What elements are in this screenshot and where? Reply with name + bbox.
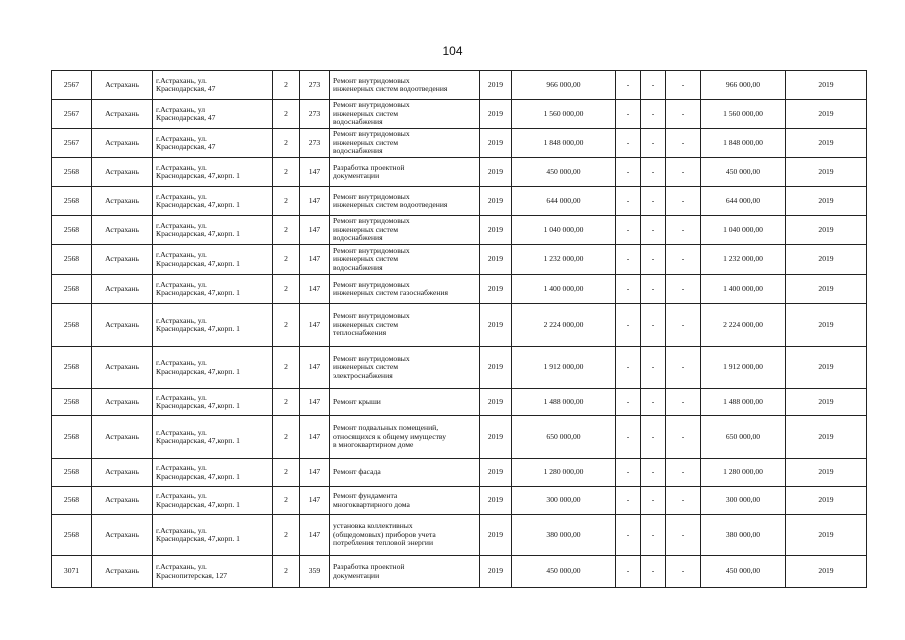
cell-fund-1: - <box>616 187 641 216</box>
cell-plan-year: 2019 <box>786 347 867 389</box>
cell-year: 2019 <box>480 304 512 347</box>
cell-fund-3: - <box>666 100 701 129</box>
cell-city: Астрахань <box>92 459 153 487</box>
cell-fund-total: 450 000,00 <box>701 556 786 588</box>
cell-city: Астрахань <box>92 389 153 416</box>
cell-city: Астрахань <box>92 304 153 347</box>
cell-city: Астрахань <box>92 347 153 389</box>
cell-address: г.Астрахань, ул. Краснодарская, 47,корп. 1 <box>153 487 273 515</box>
cell-fund-total: 1 280 000,00 <box>701 459 786 487</box>
cell-fund-1: - <box>616 71 641 100</box>
cell-house-id: 2568 <box>52 216 92 245</box>
cell-fund-1: - <box>616 304 641 347</box>
cell-fund-1: - <box>616 487 641 515</box>
cell-city: Астрахань <box>92 100 153 129</box>
cell-fund-total: 1 560 000,00 <box>701 100 786 129</box>
cell-plan-year: 2019 <box>786 304 867 347</box>
cell-year: 2019 <box>480 347 512 389</box>
cell-fund-total: 2 224 000,00 <box>701 304 786 347</box>
cell-house-id: 2567 <box>52 71 92 100</box>
cell-fund-1: - <box>616 459 641 487</box>
cell-city: Астрахань <box>92 275 153 304</box>
cell-address: г.Астрахань, ул. Краснодарская, 47,корп. 1 <box>153 459 273 487</box>
cell-total-cost: 1 280 000,00 <box>512 459 616 487</box>
cell-address: г.Астрахань, ул Краснодарская, 47 <box>153 100 273 129</box>
cell-address: г.Астрахань, ул. Краснодарская, 47,корп. 1 <box>153 275 273 304</box>
cell-house-id: 2568 <box>52 158 92 187</box>
cell-work-type: Ремонт внутридомовых инженерных систем водоснабжения <box>330 129 480 158</box>
cell-year: 2019 <box>480 216 512 245</box>
cell-area: 273 <box>300 100 330 129</box>
cell-fund-2: - <box>641 129 666 158</box>
cell-fund-total: 1 232 000,00 <box>701 245 786 275</box>
cell-fund-1: - <box>616 389 641 416</box>
cell-work-type: Ремонт внутридомовых инженерных систем водоотведения <box>330 71 480 100</box>
cell-area: 147 <box>300 487 330 515</box>
cell-house-id: 2568 <box>52 187 92 216</box>
cell-plan-year: 2019 <box>786 129 867 158</box>
cell-total-cost: 380 000,00 <box>512 515 616 556</box>
cell-floors: 2 <box>273 347 300 389</box>
table-row <box>52 556 867 588</box>
cell-fund-2: - <box>641 187 666 216</box>
cell-address: г.Астрахань, ул. Краснодарская, 47,корп. 1 <box>153 416 273 459</box>
cell-fund-3: - <box>666 71 701 100</box>
cell-work-type: Ремонт подвальных помещений, относящихся к общему имуществу в многоквартирном доме <box>330 416 480 459</box>
cell-floors: 2 <box>273 245 300 275</box>
cell-plan-year: 2019 <box>786 416 867 459</box>
cell-city: Астрахань <box>92 129 153 158</box>
cell-fund-total: 380 000,00 <box>701 515 786 556</box>
table-row <box>52 245 867 275</box>
cell-area: 273 <box>300 71 330 100</box>
cell-house-id: 2568 <box>52 275 92 304</box>
cell-fund-3: - <box>666 187 701 216</box>
cell-house-id: 2568 <box>52 416 92 459</box>
cell-house-id: 2568 <box>52 304 92 347</box>
cell-area: 147 <box>300 158 330 187</box>
cell-total-cost: 1 560 000,00 <box>512 100 616 129</box>
cell-total-cost: 650 000,00 <box>512 416 616 459</box>
cell-area: 147 <box>300 304 330 347</box>
cell-fund-2: - <box>641 347 666 389</box>
table-row <box>52 71 867 100</box>
cell-house-id: 2568 <box>52 487 92 515</box>
table-row <box>52 459 867 487</box>
cell-fund-2: - <box>641 459 666 487</box>
cell-work-type: Ремонт внутридомовых инженерных систем электроснабжения <box>330 347 480 389</box>
cell-area: 147 <box>300 216 330 245</box>
table-row <box>52 416 867 459</box>
cell-year: 2019 <box>480 100 512 129</box>
cell-fund-1: - <box>616 556 641 588</box>
cell-year: 2019 <box>480 187 512 216</box>
cell-fund-1: - <box>616 245 641 275</box>
cell-total-cost: 1 488 000,00 <box>512 389 616 416</box>
cell-fund-3: - <box>666 487 701 515</box>
cell-plan-year: 2019 <box>786 487 867 515</box>
cell-address: г.Астрахань, ул. Краснодарская, 47 <box>153 71 273 100</box>
cell-house-id: 2568 <box>52 515 92 556</box>
cell-year: 2019 <box>480 487 512 515</box>
cell-work-type: Ремонт внутридомовых инженерных систем водоснабжения <box>330 245 480 275</box>
cell-fund-3: - <box>666 275 701 304</box>
cell-year: 2019 <box>480 515 512 556</box>
cell-floors: 2 <box>273 216 300 245</box>
cell-fund-1: - <box>616 158 641 187</box>
cell-fund-3: - <box>666 216 701 245</box>
cell-work-type: Разработка проектной документации <box>330 556 480 588</box>
cell-house-id: 2568 <box>52 347 92 389</box>
cell-fund-3: - <box>666 416 701 459</box>
cell-house-id: 2568 <box>52 389 92 416</box>
cell-total-cost: 450 000,00 <box>512 158 616 187</box>
cell-area: 147 <box>300 416 330 459</box>
cell-floors: 2 <box>273 556 300 588</box>
cell-total-cost: 1 912 000,00 <box>512 347 616 389</box>
cell-fund-total: 1 040 000,00 <box>701 216 786 245</box>
cell-year: 2019 <box>480 129 512 158</box>
cell-total-cost: 966 000,00 <box>512 71 616 100</box>
cell-fund-2: - <box>641 515 666 556</box>
cell-plan-year: 2019 <box>786 459 867 487</box>
cell-work-type: Ремонт фасада <box>330 459 480 487</box>
table-row <box>52 129 867 158</box>
table-row <box>52 389 867 416</box>
cell-year: 2019 <box>480 389 512 416</box>
cell-city: Астрахань <box>92 487 153 515</box>
cell-fund-total: 450 000,00 <box>701 158 786 187</box>
cell-fund-total: 1 400 000,00 <box>701 275 786 304</box>
cell-floors: 2 <box>273 129 300 158</box>
cell-fund-1: - <box>616 100 641 129</box>
cell-plan-year: 2019 <box>786 71 867 100</box>
cell-total-cost: 2 224 000,00 <box>512 304 616 347</box>
cell-city: Астрахань <box>92 158 153 187</box>
table-row <box>52 487 867 515</box>
cell-total-cost: 1 232 000,00 <box>512 245 616 275</box>
cell-floors: 2 <box>273 304 300 347</box>
cell-fund-1: - <box>616 347 641 389</box>
cell-address: г.Астрахань, ул. Краснодарская, 47,корп. 1 <box>153 245 273 275</box>
cell-area: 147 <box>300 275 330 304</box>
cell-floors: 2 <box>273 389 300 416</box>
cell-address: г.Астрахань, ул. Краснодарская, 47,корп. 1 <box>153 216 273 245</box>
cell-city: Астрахань <box>92 556 153 588</box>
cell-total-cost: 1 040 000,00 <box>512 216 616 245</box>
cell-fund-3: - <box>666 347 701 389</box>
cell-fund-3: - <box>666 158 701 187</box>
cell-plan-year: 2019 <box>786 187 867 216</box>
cell-fund-1: - <box>616 515 641 556</box>
cell-floors: 2 <box>273 187 300 216</box>
cell-fund-total: 644 000,00 <box>701 187 786 216</box>
cell-fund-2: - <box>641 389 666 416</box>
cell-city: Астрахань <box>92 71 153 100</box>
cell-area: 359 <box>300 556 330 588</box>
cell-work-type: Ремонт крыши <box>330 389 480 416</box>
cell-address: г.Астрахань, ул. Краснодарская, 47,корп. 1 <box>153 515 273 556</box>
cell-house-id: 2568 <box>52 459 92 487</box>
cell-fund-1: - <box>616 416 641 459</box>
cell-work-type: Ремонт внутридомовых инженерных систем водоснабжения <box>330 100 480 129</box>
cell-floors: 2 <box>273 459 300 487</box>
table-row <box>52 347 867 389</box>
table-row <box>52 515 867 556</box>
cell-house-id: 3071 <box>52 556 92 588</box>
cell-city: Астрахань <box>92 416 153 459</box>
cell-fund-1: - <box>616 129 641 158</box>
cell-address: г.Астрахань, ул. Краснодарская, 47,корп. 1 <box>153 187 273 216</box>
cell-fund-2: - <box>641 304 666 347</box>
cell-work-type: Ремонт фундамента многоквартирного дома <box>330 487 480 515</box>
cell-address: г.Астрахань, ул. Краснодарская, 47,корп. 1 <box>153 389 273 416</box>
cell-fund-3: - <box>666 459 701 487</box>
cell-area: 147 <box>300 187 330 216</box>
cell-fund-total: 300 000,00 <box>701 487 786 515</box>
cell-address: г.Астрахань, ул. Краснопитерская, 127 <box>153 556 273 588</box>
cell-city: Астрахань <box>92 216 153 245</box>
cell-area: 273 <box>300 129 330 158</box>
cell-year: 2019 <box>480 275 512 304</box>
cell-city: Астрахань <box>92 187 153 216</box>
cell-work-type: Ремонт внутридомовых инженерных систем газоснабжения <box>330 275 480 304</box>
page-number: 104 <box>442 44 463 58</box>
cell-floors: 2 <box>273 487 300 515</box>
work-schedule-table <box>51 70 867 588</box>
cell-total-cost: 1 848 000,00 <box>512 129 616 158</box>
table-row <box>52 275 867 304</box>
cell-fund-total: 966 000,00 <box>701 71 786 100</box>
cell-work-type: Ремонт внутридомовых инженерных систем теплоснабжения <box>330 304 480 347</box>
cell-plan-year: 2019 <box>786 389 867 416</box>
table-row <box>52 187 867 216</box>
cell-fund-2: - <box>641 216 666 245</box>
cell-house-id: 2568 <box>52 245 92 275</box>
cell-total-cost: 300 000,00 <box>512 487 616 515</box>
cell-fund-2: - <box>641 100 666 129</box>
cell-fund-2: - <box>641 245 666 275</box>
cell-fund-2: - <box>641 158 666 187</box>
cell-address: г.Астрахань, ул. Краснодарская, 47,корп. 1 <box>153 304 273 347</box>
cell-floors: 2 <box>273 100 300 129</box>
cell-work-type: установка коллективных (общедомовых) приборов учета потребления тепловой энергии <box>330 515 480 556</box>
cell-fund-total: 1 912 000,00 <box>701 347 786 389</box>
cell-work-type: Ремонт внутридомовых инженерных систем водоотведения <box>330 187 480 216</box>
cell-house-id: 2567 <box>52 100 92 129</box>
cell-floors: 2 <box>273 71 300 100</box>
cell-total-cost: 644 000,00 <box>512 187 616 216</box>
cell-area: 147 <box>300 459 330 487</box>
cell-fund-total: 1 488 000,00 <box>701 389 786 416</box>
cell-area: 147 <box>300 515 330 556</box>
cell-plan-year: 2019 <box>786 556 867 588</box>
cell-plan-year: 2019 <box>786 100 867 129</box>
cell-plan-year: 2019 <box>786 216 867 245</box>
cell-city: Астрахань <box>92 515 153 556</box>
cell-floors: 2 <box>273 515 300 556</box>
cell-work-type: Разработка проектной документации <box>330 158 480 187</box>
cell-fund-2: - <box>641 556 666 588</box>
cell-floors: 2 <box>273 275 300 304</box>
cell-fund-3: - <box>666 129 701 158</box>
table-row <box>52 100 867 129</box>
cell-fund-1: - <box>616 275 641 304</box>
cell-fund-total: 650 000,00 <box>701 416 786 459</box>
cell-plan-year: 2019 <box>786 275 867 304</box>
cell-fund-2: - <box>641 275 666 304</box>
cell-year: 2019 <box>480 556 512 588</box>
cell-address: г.Астрахань, ул. Краснодарская, 47,корп. 1 <box>153 347 273 389</box>
cell-fund-1: - <box>616 216 641 245</box>
cell-floors: 2 <box>273 416 300 459</box>
cell-floors: 2 <box>273 158 300 187</box>
cell-address: г.Астрахань, ул. Краснодарская, 47,корп. 1 <box>153 158 273 187</box>
table-row <box>52 304 867 347</box>
cell-year: 2019 <box>480 245 512 275</box>
cell-year: 2019 <box>480 459 512 487</box>
cell-plan-year: 2019 <box>786 158 867 187</box>
cell-year: 2019 <box>480 416 512 459</box>
cell-fund-2: - <box>641 71 666 100</box>
cell-year: 2019 <box>480 71 512 100</box>
cell-house-id: 2567 <box>52 129 92 158</box>
cell-total-cost: 450 000,00 <box>512 556 616 588</box>
cell-city: Астрахань <box>92 245 153 275</box>
cell-work-type: Ремонт внутридомовых инженерных систем водоснабжения <box>330 216 480 245</box>
table-row <box>52 158 867 187</box>
cell-fund-3: - <box>666 304 701 347</box>
cell-fund-2: - <box>641 416 666 459</box>
cell-address: г.Астрахань, ул. Краснодарская, 47 <box>153 129 273 158</box>
cell-area: 147 <box>300 245 330 275</box>
cell-fund-total: 1 848 000,00 <box>701 129 786 158</box>
cell-area: 147 <box>300 389 330 416</box>
cell-area: 147 <box>300 347 330 389</box>
cell-fund-3: - <box>666 556 701 588</box>
cell-plan-year: 2019 <box>786 515 867 556</box>
cell-fund-3: - <box>666 389 701 416</box>
cell-total-cost: 1 400 000,00 <box>512 275 616 304</box>
table-row <box>52 216 867 245</box>
cell-plan-year: 2019 <box>786 245 867 275</box>
cell-fund-3: - <box>666 245 701 275</box>
cell-fund-3: - <box>666 515 701 556</box>
cell-fund-2: - <box>641 487 666 515</box>
cell-year: 2019 <box>480 158 512 187</box>
